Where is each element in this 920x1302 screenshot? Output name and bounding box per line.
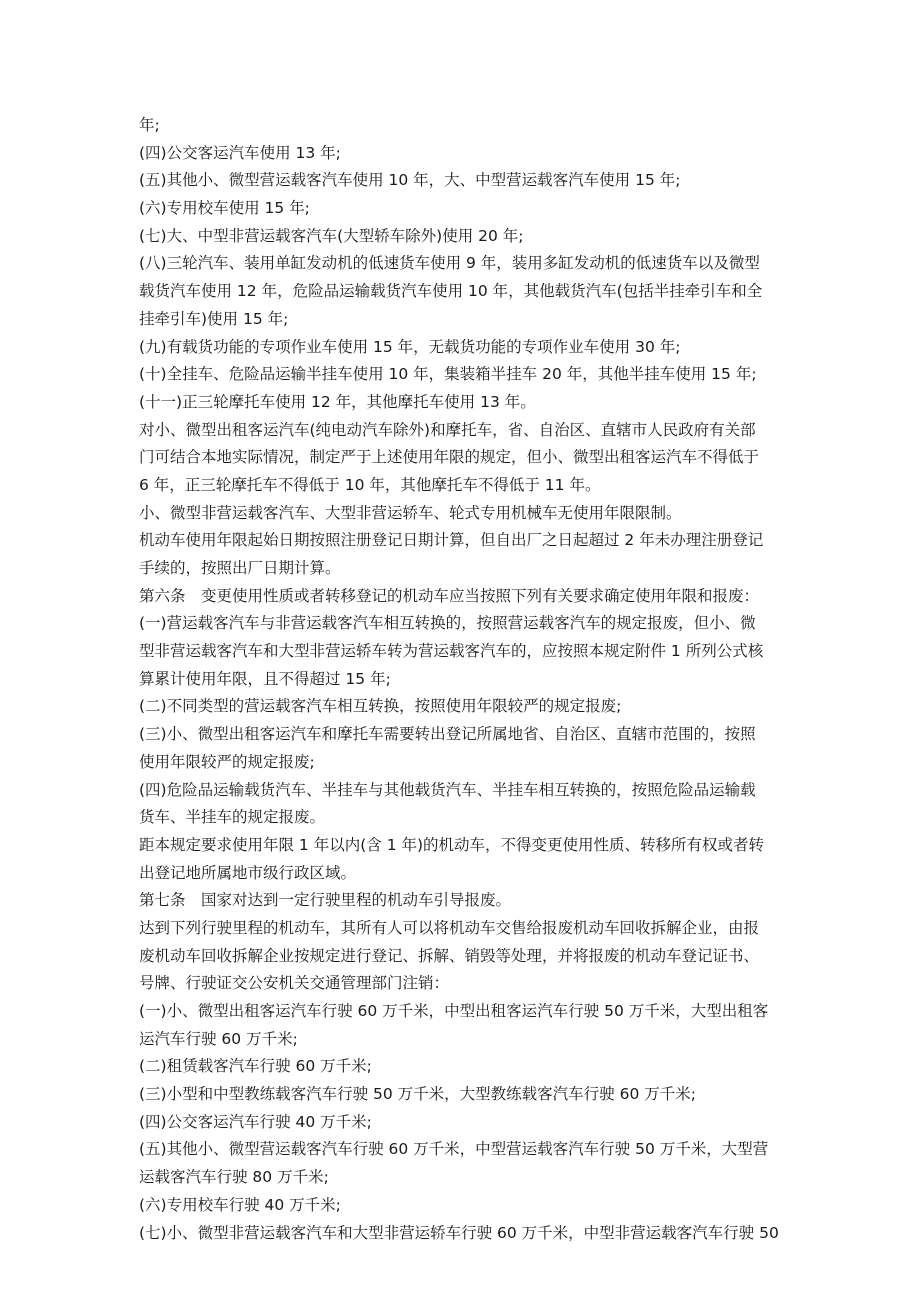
text-line: 达到下列行驶里程的机动车，其所有人可以将机动车交售给报废机动车回收拆解企业，由报 <box>139 918 760 937</box>
text-line: (一)小、微型出租客运汽车行驶 60 万千米，中型出租客运汽车行驶 50 万千米，大型出租客 <box>139 1002 769 1020</box>
document-body <box>139 112 789 1247</box>
text-line: 载货汽车使用 12 年，危险品运输载货汽车使用 10 年，其他载货汽车(包括半挂牵引车和全 <box>139 282 763 301</box>
text-line: (一)营运载客汽车与非营运载客汽车相互转换的，按照营运载客汽车的规定报废，但小、微 <box>139 614 756 633</box>
text-line: 使用年限较严的规定报废; <box>139 752 315 771</box>
text-line: (十一)正三轮摩托车使用 12 年，其他摩托车使用 13 年。 <box>139 392 536 411</box>
text-line: (十)全挂车、危险品运输半挂车使用 10 年，集装箱半挂车 20 年，其他半挂车使用 15 年; <box>139 365 757 384</box>
text-line: 第六条 变更使用性质或者转移登记的机动车应当按照下列有关要求确定使用年限和报废： <box>139 586 760 605</box>
text-line: 型非营运载客汽车和大型非营运轿车转为营运载客汽车的，应按照本规定附件 1 所列公式核 <box>139 642 764 661</box>
text-line: 算累计使用年限，且不得超过 15 年; <box>139 669 391 688</box>
text-line: (六)专用校车使用 15 年; <box>139 199 310 218</box>
text-line: (五)其他小、微型营运载客汽车行驶 60 万千米，中型营运载客汽车行驶 50 万千米，大型营 <box>139 1140 769 1159</box>
text-line: 小、微型非营运载客汽车、大型非营运轿车、轮式专用机械车无使用年限限制。 <box>139 503 682 522</box>
text-line: 挂牵引车)使用 15 年; <box>139 309 289 328</box>
text-line: 货车、半挂车的规定报废。 <box>139 808 326 827</box>
text-line: 6 年，正三轮摩托车不得低于 10 年，其他摩托车不得低于 11 年。 <box>139 475 601 494</box>
text-line: (三)小、微型出租客运汽车和摩托车需要转出登记所属地省、自治区、直辖市范围的，按照 <box>139 725 756 744</box>
text-line: (六)专用校车行驶 40 万千米; <box>139 1195 341 1214</box>
text-line: (七)小、微型非营运载客汽车和大型非营运轿车行驶 60 万千米，中型非营运载客汽车行驶 50 <box>139 1223 779 1242</box>
text-line: (二)租赁载客汽车行驶 60 万千米; <box>139 1057 372 1076</box>
text-line: 第七条 国家对达到一定行驶里程的机动车引导报废。 <box>139 891 512 910</box>
text-line: 手续的，按照出厂日期计算。 <box>139 559 341 577</box>
text-line: (七)大、中型非营运载客汽车(大型轿车除外)使用 20 年; <box>139 226 524 245</box>
text-line: 号牌、行驶证交公安机关交通管理部门注销： <box>139 974 450 993</box>
text-line: 运汽车行驶 60 万千米; <box>139 1029 298 1048</box>
text-line: (四)公交客运汽车使用 13 年; <box>139 143 341 162</box>
text-line: 年; <box>139 116 160 134</box>
text-line: (四)公交客运汽车行驶 40 万千米; <box>139 1112 372 1131</box>
text-line: 对小、微型出租客运汽车(纯电动汽车除外)和摩托车，省、自治区、直辖市人民政府有关部 <box>139 420 756 439</box>
text-line: (四)危险品运输载货汽车、半挂车与其他载货汽车、半挂车相互转换的，按照危险品运输载 <box>139 780 756 799</box>
text-line: 出登记地所属地市级行政区域。 <box>139 863 357 882</box>
text-line: (九)有载货功能的专项作业车使用 15 年，无载货功能的专项作业车使用 30 年; <box>139 337 681 356</box>
text-line: 废机动车回收拆解企业按规定进行登记、拆解、销毁等处理，并将报废的机动车登记证书、 <box>139 946 760 965</box>
text-line: 机动车使用年限起始日期按照注册登记日期计算，但自出厂之日起超过 2 年未办理注册登记 <box>139 531 764 550</box>
text-line: (八)三轮汽车、装用单缸发动机的低速货车使用 9 年，装用多缸发动机的低速货车以及微型 <box>139 254 760 273</box>
text-line: (三)小型和中型教练载客汽车行驶 50 万千米，大型教练载客汽车行驶 60 万千米; <box>139 1085 696 1104</box>
text-line: (二)不同类型的营运载客汽车相互转换，按照使用年限较严的规定报废; <box>139 697 622 716</box>
text-line: 门可结合本地实际情况，制定严于上述使用年限的规定，但小、微型出租客运汽车不得低于 <box>139 448 760 467</box>
text-line: (五)其他小、微型营运载客汽车使用 10 年，大、中型营运载客汽车使用 15 年; <box>139 171 681 190</box>
text-line: 距本规定要求使用年限 1 年以内(含 1 年)的机动车，不得变更使用性质、转移所有权或者转 <box>139 835 765 854</box>
text-line: 运载客汽车行驶 80 万千米; <box>139 1168 329 1187</box>
